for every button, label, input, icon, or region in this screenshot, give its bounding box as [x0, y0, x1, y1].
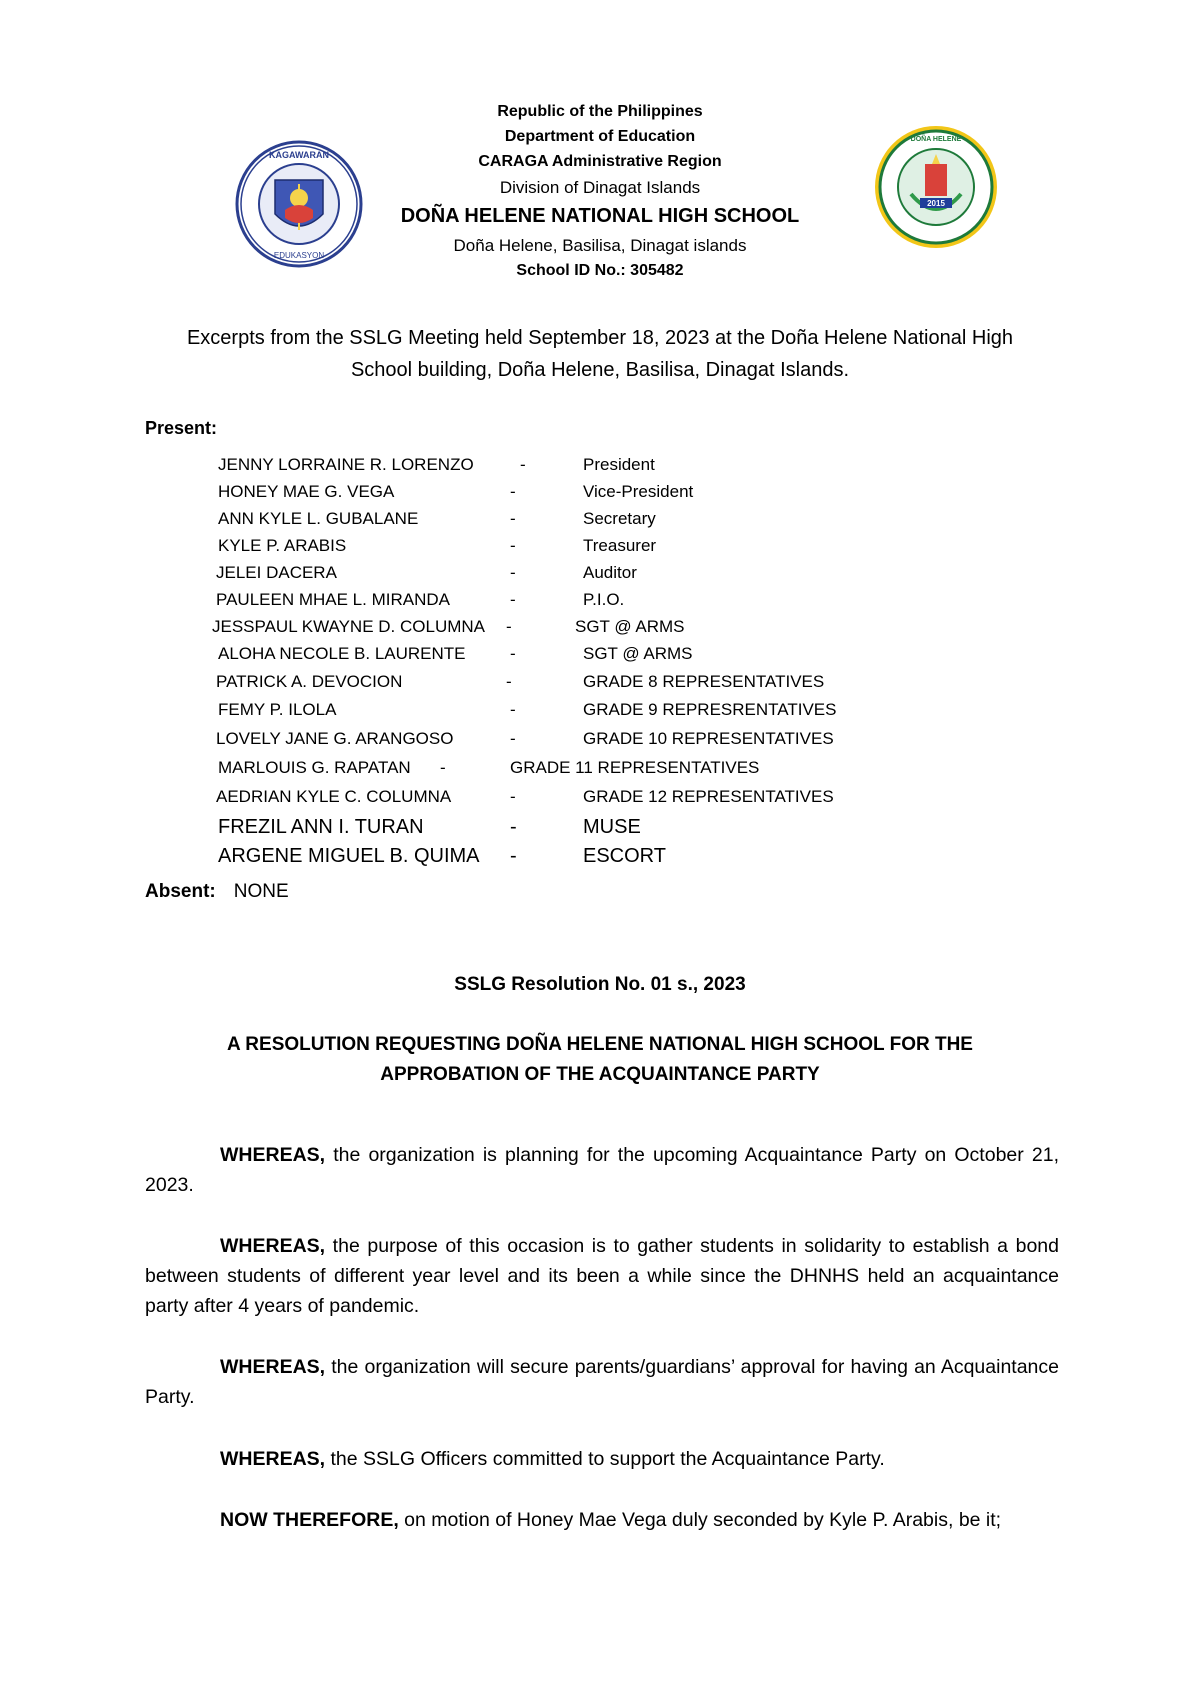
attendee-separator: - [520, 455, 526, 474]
attendee-row [0, 455, 1200, 483]
whereas-paragraph-4 [145, 1444, 1059, 1474]
attendee-name: HONEY MAE G. VEGA [218, 482, 395, 501]
paragraph-lead: WHEREAS, [220, 1235, 326, 1257]
attendee-role: SGT @ ARMS [583, 644, 693, 663]
attendee-role: GRADE 12 REPRESENTATIVES [583, 787, 834, 806]
whereas-paragraph-2 [145, 1231, 1059, 1321]
svg-text:KAGAWARAN: KAGAWARAN [269, 150, 329, 160]
attendee-row [0, 672, 1200, 700]
resolution-title-line-1: A RESOLUTION REQUESTING DOÑA HELENE NATIONAL HIGH SCHOOL FOR THE [227, 1034, 973, 1055]
attendee-row [0, 845, 1200, 873]
attendee-row [0, 729, 1200, 757]
attendee-name: JESSPAUL KWAYNE D. COLUMNA [212, 617, 485, 636]
header-line-republic: Republic of the Philippines [497, 103, 703, 120]
excerpt-line-2: School building, Doña Helene, Basilisa, Dinagat Islands. [350, 359, 850, 381]
attendee-separator: - [510, 700, 516, 719]
attendee-separator: - [510, 509, 516, 528]
attendee-name: AEDRIAN KYLE C. COLUMNA [216, 787, 452, 806]
attendee-row [0, 758, 1200, 786]
attendee-row [0, 816, 1200, 844]
attendee-name: PATRICK A. DEVOCION [216, 672, 403, 691]
attendee-name: LOVELY JANE G. ARANGOSO [216, 729, 454, 748]
header-line-deped: Department of Education [504, 128, 696, 145]
svg-text:EDUKASYON: EDUKASYON [273, 251, 325, 260]
attendee-row [0, 509, 1200, 537]
whereas-paragraph-3 [145, 1352, 1059, 1412]
attendee-name: PAULEEN MHAE L. MIRANDA [216, 590, 450, 609]
attendee-role: P.I.O. [583, 590, 625, 609]
svg-text:2015: 2015 [927, 199, 945, 208]
attendee-separator: - [510, 644, 516, 663]
header-line-division: Division of Dinagat Islands [499, 178, 701, 197]
attendee-separator: - [506, 672, 512, 691]
attendee-role: SGT @ ARMS [575, 617, 685, 636]
header-school-name: DOÑA HELENE NATIONAL HIGH SCHOOL [400, 205, 800, 227]
attendee-name: MARLOUIS G. RAPATAN [218, 758, 411, 777]
header-line-region: CARAGA Administrative Region [478, 153, 722, 170]
attendee-row [0, 644, 1200, 672]
attendee-separator: - [506, 617, 512, 636]
svg-text:DOÑA HELENE: DOÑA HELENE [910, 136, 962, 143]
resolution-number: SSLG Resolution No. 01 s., 2023 [454, 974, 746, 995]
paragraph-lead: WHEREAS, [220, 1144, 326, 1166]
whereas-paragraph-1 [145, 1140, 1059, 1200]
paragraph-lead: WHEREAS, [220, 1356, 326, 1378]
attendee-separator: - [510, 729, 516, 748]
resolution-title-line-2: APPROBATION OF THE ACQUAINTANCE PARTY [380, 1064, 820, 1085]
now-therefore-paragraph [145, 1505, 1059, 1535]
paragraph-body: on motion of Honey Mae Vega duly seconded by Kyle P. Arabis, be it; [398, 1509, 1002, 1531]
attendee-role: GRADE 11 REPRESENTATIVES [510, 758, 760, 777]
attendee-name: FREZIL ANN I. TURAN [218, 816, 424, 838]
header-address: Doña Helene, Basilisa, Dinagat islands [453, 236, 747, 255]
attendee-role: President [583, 455, 655, 474]
absent-value: NONE [233, 881, 289, 902]
attendee-role: ESCORT [583, 845, 666, 867]
paragraph-body: the SSLG Officers committed to support the Acquaintance Party. [325, 1448, 885, 1470]
attendee-separator: - [510, 816, 517, 838]
attendee-role: Vice-President [583, 482, 694, 501]
attendee-row [0, 563, 1200, 591]
attendee-row [0, 700, 1200, 728]
attendee-role: GRADE 10 REPRESENTATIVES [583, 729, 834, 748]
absent-line [145, 881, 289, 903]
attendee-separator: - [510, 787, 516, 806]
attendee-name: FEMY P. ILOLA [218, 700, 337, 719]
paragraph-body: the organization is planning for the upcoming Acquaintance Party on October 21, 2023. [145, 1144, 1059, 1196]
attendee-role: MUSE [583, 816, 641, 838]
absent-label: Absent: [145, 881, 216, 902]
attendee-row [0, 787, 1200, 815]
paragraph-lead: NOW THEREFORE, [220, 1509, 399, 1531]
resolution-title [160, 1030, 1040, 1090]
attendee-name: ARGENE MIGUEL B. QUIMA [218, 845, 480, 867]
attendee-separator: - [510, 482, 516, 501]
attendee-name: ALOHA NECOLE B. LAURENTE [218, 644, 466, 663]
excerpt-heading [145, 322, 1055, 386]
header-school-id: School ID No.: 305482 [516, 262, 684, 279]
attendee-separator: - [510, 845, 517, 867]
attendee-row [0, 590, 1200, 618]
attendee-role: Auditor [583, 563, 637, 582]
paragraph-body: the purpose of this occasion is to gather students in solidarity to establish a bond between students of different year level and its been a while since the DHNHS held an acquaintance party after 4 years of pandemic. [145, 1235, 1059, 1317]
attendee-name: KYLE P. ARABIS [218, 536, 347, 555]
attendee-row [0, 617, 1200, 645]
attendee-role: Treasurer [583, 536, 657, 555]
attendee-row [0, 482, 1200, 510]
attendee-separator: - [440, 758, 446, 777]
attendee-role: GRADE 8 REPRESENTATIVES [583, 672, 825, 691]
excerpt-line-1: Excerpts from the SSLG Meeting held September 18, 2023 at the Doña Helene National High [186, 327, 1014, 349]
attendee-separator: - [510, 563, 516, 582]
attendee-row [0, 536, 1200, 564]
paragraph-lead: WHEREAS, [220, 1448, 326, 1470]
attendee-role: GRADE 9 REPRESRENTATIVES [583, 700, 837, 719]
attendee-separator: - [510, 536, 516, 555]
attendee-name: ANN KYLE L. GUBALANE [218, 509, 419, 528]
attendee-name: JENNY LORRAINE R. LORENZO [218, 455, 474, 474]
present-label: Present: [145, 418, 218, 438]
attendee-name: JELEI DACERA [216, 563, 337, 582]
attendee-role: Secretary [583, 509, 656, 528]
paragraph-body: the organization will secure parents/guardians’ approval for having an Acquaintance Party. [145, 1356, 1059, 1408]
attendee-separator: - [510, 590, 516, 609]
